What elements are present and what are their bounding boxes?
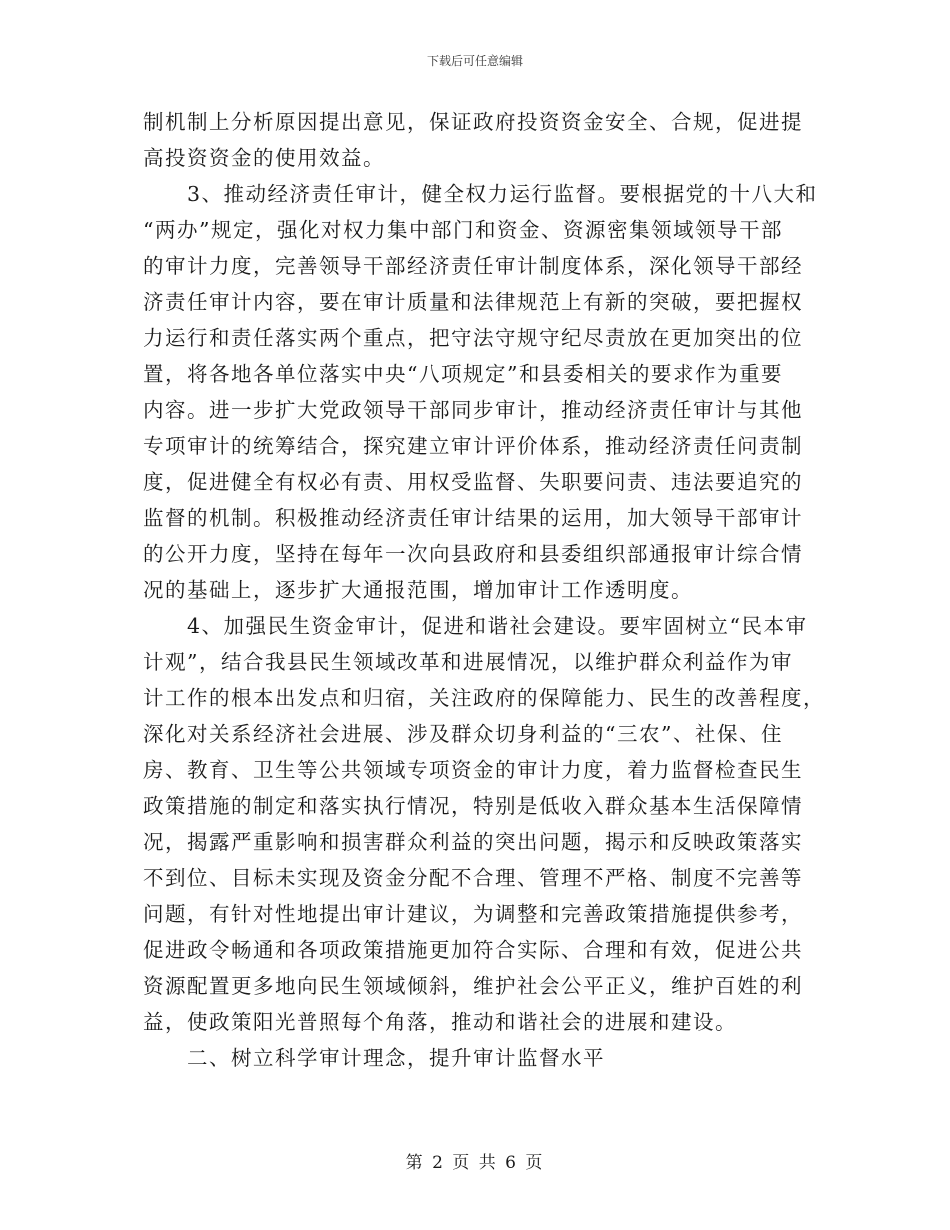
text-line: 监督的机制。积极推动经济责任审计结果的运用，加大领导干部审计 xyxy=(143,506,803,530)
text-line: 计观”，结合我县民生领域改革和进展情况，以维护群众利益作为审 xyxy=(143,650,793,674)
text-line: 高投资资金的使用效益。 xyxy=(143,146,385,170)
chapter-heading-2: 二、树立科学审计理念，提升审计监督水平 xyxy=(187,1046,605,1070)
text-line: 况的基础上，逐步扩大通报范围，增加审计工作透明度。 xyxy=(143,578,693,602)
text-line: 况，揭露严重影响和损害群众利益的突出问题，揭示和反映政策落实 xyxy=(143,830,803,854)
text-line: 不到位、目标未实现及资金分配不合理、管理不严格、制度不完善等 xyxy=(143,866,803,890)
text-line: 计工作的根本出发点和归宿，关注政府的保障能力、民生的改善程度， xyxy=(143,686,825,710)
text-line: 度，促进健全有权必有责、用权受监督、失职要问责、违法要追究的 xyxy=(143,470,803,494)
document-body xyxy=(143,104,825,1076)
paragraph-text xyxy=(143,104,825,1076)
text-line: 的公开力度，坚持在每年一次向县政府和县委组织部通报审计综合情 xyxy=(143,542,803,566)
text-line: 问题，有针对性地提出审计建议，为调整和完善政策措施提供参考， xyxy=(143,902,803,926)
text-line: 资源配置更多地向民生领域倾斜，维护社会公平正义，维护百姓的利 xyxy=(143,974,803,998)
text-line: “两办”规定，强化对权力集中部门和资金、资源密集领域领导干部 xyxy=(143,218,783,242)
text-line: 济责任审计内容，要在审计质量和法律规范上有新的突破，要把握权 xyxy=(143,290,803,314)
text-line: 益，使政策阳光普照每个角落，推动和谐社会的进展和建设。 xyxy=(143,1010,737,1034)
text-line: 专项审计的统筹结合，探究建立审计评价体系，推动经济责任问责制 xyxy=(143,434,803,458)
text-line: 内容。进一步扩大党政领导干部同步审计，推动经济责任审计与其他 xyxy=(143,398,803,422)
text-line: 制机制上分析原因提出意见，保证政府投资资金安全、合规，促进提 xyxy=(143,110,803,134)
text-line: 的审计力度，完善领导干部经济责任审计制度体系，深化领导干部经 xyxy=(143,254,803,278)
text-line: 政策措施的制定和落实执行情况，特别是低收入群众基本生活保障情 xyxy=(143,794,803,818)
section-heading-4: 4、加强民生资金审计，促进和谐社会建设。要牢固树立“民本审 xyxy=(187,614,808,638)
page-number: 第 2 页 共 6 页 xyxy=(405,1153,545,1173)
page-header-note: 下载后可任意编辑 xyxy=(426,54,523,68)
section-heading-3: 3、推动经济责任审计，健全权力运行监督。要根据党的十八大和 xyxy=(187,182,818,206)
text-line: 深化对关系经济社会进展、涉及群众切身利益的“三农”、社保、住 xyxy=(143,722,783,746)
text-line: 房、教育、卫生等公共领域专项资金的审计力度，着力监督检查民生 xyxy=(143,758,803,782)
text-line: 置，将各地各单位落实中央“八项规定”和县委相关的要求作为重要 xyxy=(143,362,783,386)
text-line: 促进政令畅通和各项政策措施更加符合实际、合理和有效，促进公共 xyxy=(143,938,803,962)
text-line: 力运行和责任落实两个重点，把守法守规守纪尽责放在更加突出的位 xyxy=(143,326,803,350)
